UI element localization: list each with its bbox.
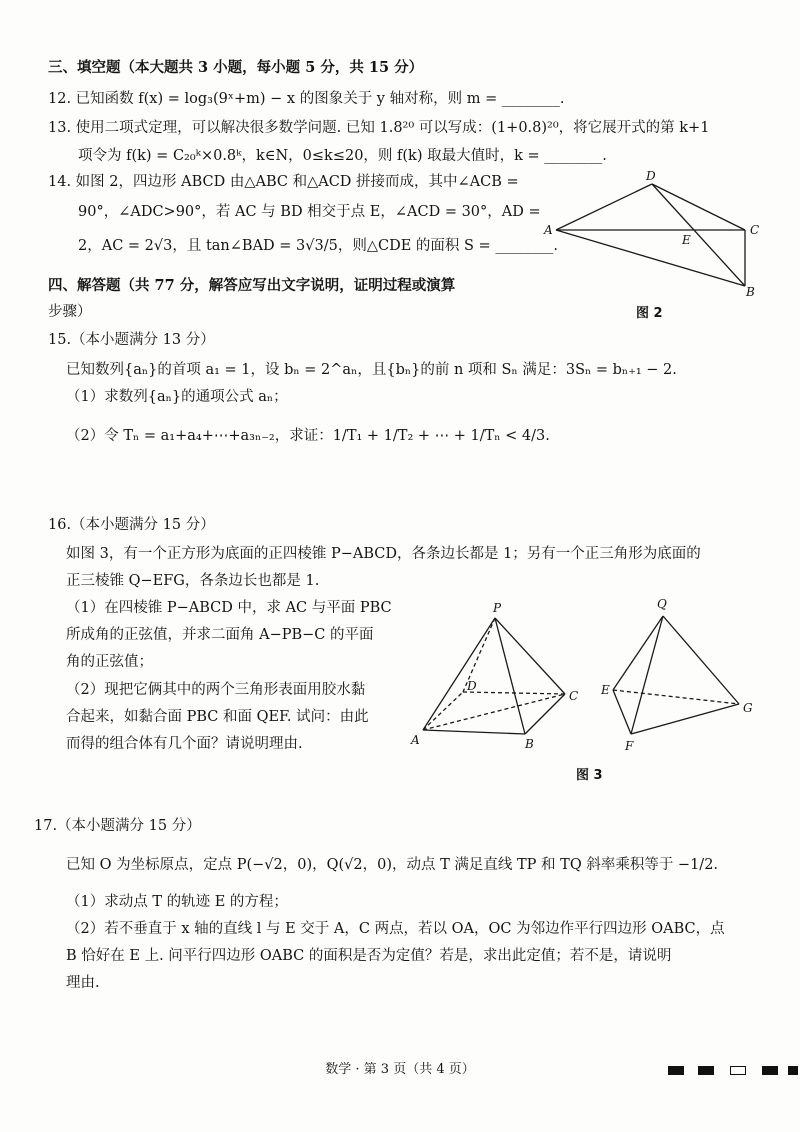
section-4-heading-line-2: 步骤） [48, 304, 92, 320]
fig2-label-a: A [544, 223, 553, 237]
question-14-line-1: 14. 如图 2，四边形 ABCD 由△ABC 和△ACD 拼接而成，其中∠ACB = [48, 174, 519, 190]
fig3-label-d: D [467, 679, 477, 693]
figure-3-pyramids [405, 596, 765, 756]
question-16-line-5: 角的正弦值； [66, 654, 153, 670]
question-16-line-8: 而得的组合体有几个面？请说明理由. [66, 736, 303, 752]
question-16-header: 16.（本小题满分 15 分） [48, 517, 215, 533]
fig3-label-e: E [601, 683, 610, 697]
fig2-label-d: D [646, 169, 656, 183]
section-3-heading: 三、填空题（本大题共 3 小题，每小题 5 分，共 15 分） [48, 59, 424, 76]
footer-mark-4 [762, 1066, 778, 1075]
fig2-label-c: C [750, 223, 760, 237]
question-14-line-2: 90°，∠ADC>90°，若 AC 与 BD 相交于点 E，∠ACD = 30°，AD = [78, 204, 541, 220]
fig2-label-e: E [682, 233, 691, 247]
question-13-line-1: 13. 使用二项式定理，可以解决很多数学问题. 已知 1.8²⁰ 可以写成：(1+0.8)²⁰，将它展开式的第 k+1 [48, 120, 710, 136]
question-14-line-3: 2，AC = 2√3，且 tan∠BAD = 3√3/5，则△CDE 的面积 S = ________. [78, 238, 558, 254]
question-13-line-2: 项令为 f(k) = C₂₀ᵏ×0.8ᵏ，k∈N，0≤k≤20，则 f(k) 取最大值时，k = ________. [78, 148, 607, 164]
fig3-label-p: P [493, 601, 502, 615]
question-15-part-1: （1）求数列{aₙ}的通项公式 aₙ； [66, 389, 288, 405]
question-17-line-4: B 恰好在 E 上. 问平行四边形 OABC 的面积是否为定值？若是，求出此定值；若不是，请说明 [66, 948, 672, 964]
question-15-line-1: 已知数列{aₙ}的首项 a₁ = 1，设 bₙ = 2^aₙ，且{bₙ}的前 n 项和 Sₙ 满足：3Sₙ = bₙ₊₁ − 2. [66, 362, 677, 378]
footer-mark-2 [698, 1066, 714, 1075]
fig3-label-f: F [625, 739, 634, 753]
figure-2-quadrilateral [540, 168, 780, 318]
question-17-line-5: 理由. [66, 975, 100, 991]
question-17-header: 17.（本小题满分 15 分） [34, 818, 201, 834]
fig3-label-a: A [411, 733, 420, 747]
question-15-header: 15.（本小题满分 13 分） [48, 332, 215, 348]
question-16-line-1: 如图 3，有一个正方形为底面的正四棱锥 P−ABCD，各条边长都是 1；另有一个正三角形为底面的 [66, 546, 701, 562]
figure-2-caption: 图 2 [636, 306, 663, 321]
question-16-line-7: 合起来，如黏合面 PBC 和面 QEF. 试问：由此 [66, 709, 369, 725]
fig3-label-b: B [525, 737, 534, 751]
fig3-label-c: C [569, 689, 579, 703]
footer-mark-5 [788, 1066, 798, 1075]
fig3-label-g: G [743, 701, 753, 715]
question-17-line-1: 已知 O 为坐标原点，定点 P(−√2，0)，Q(√2，0)，动点 T 满足直线 TP 和 TQ 斜率乘积等于 −1/2. [66, 857, 719, 873]
page-footer: 数学 · 第 3 页（共 4 页） [325, 1062, 475, 1077]
question-17-part-1: （1）求动点 T 的轨迹 E 的方程； [66, 894, 288, 910]
figure-3-caption: 图 3 [576, 768, 603, 783]
section-4-heading-line-1: 四、解答题（共 77 分，解答应写出文字说明，证明过程或演算 [48, 277, 456, 294]
question-12: 12. 已知函数 f(x) = log₃(9ˣ+m) − x 的图象关于 y 轴对称，则 m = ________. [48, 91, 565, 107]
footer-mark-3 [730, 1066, 746, 1075]
question-16-line-6: （2）现把它俩其中的两个三角形表面用胶水黏 [66, 682, 366, 698]
fig2-label-b: B [746, 285, 755, 299]
fig3-label-q: Q [657, 597, 667, 611]
question-17-part-2: （2）若不垂直于 x 轴的直线 l 与 E 交于 A，C 两点，若以 OA，OC 为邻边作平行四边形 OABC，点 [66, 921, 725, 937]
question-16-line-4: 所成角的正弦值，并求二面角 A−PB−C 的平面 [66, 627, 374, 643]
question-15-part-2: （2）令 Tₙ = a₁+a₄+⋯+a₃ₙ₋₂，求证：1/T₁ + 1/T₂ + ⋯ + 1/Tₙ < 4/3. [66, 428, 550, 444]
footer-mark-1 [668, 1066, 684, 1075]
question-16-line-3: （1）在四棱锥 P−ABCD 中，求 AC 与平面 PBC [66, 600, 392, 616]
question-16-line-2: 正三棱锥 Q−EFG，各条边长也都是 1. [66, 573, 320, 589]
